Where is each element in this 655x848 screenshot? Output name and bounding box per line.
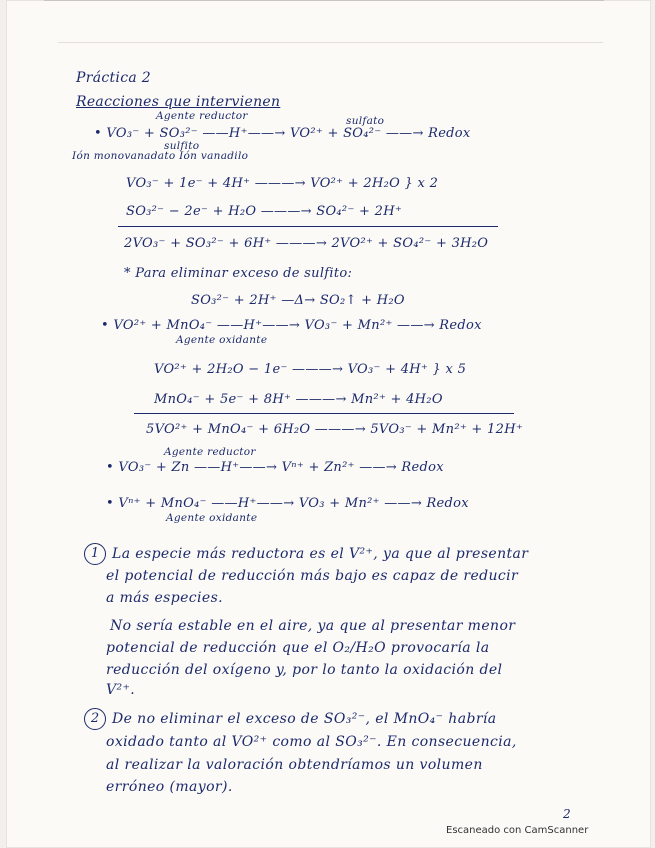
r2-sum-line [134,413,514,414]
r2-half-reaction-oxidation: VO²⁺ + 2H₂O − 1e⁻ ———→ VO₃⁻ + 4H⁺ } x 5 [154,362,467,377]
answer-1-line-6: reducción del oxígeno y, por lo tanto la oxidación del [106,662,503,678]
reaction-3-equation: • VO₃⁻ + Zn ——H⁺——→ Vⁿ⁺ + Zn²⁺ ——→ Redox [106,460,444,475]
reaction-4-equation: • Vⁿ⁺ + MnO₄⁻ ——H⁺——→ VO₃ + Mn²⁺ ——→ Redox [106,496,469,511]
r1-half-reaction-oxidation: SO₃²⁻ − 2e⁻ + H₂O ———→ SO₄²⁻ + 2H⁺ [126,204,403,219]
reaction-2-equation: • VO²⁺ + MnO₄⁻ ——H⁺——→ VO₃⁻ + Mn²⁺ ——→ Redox [101,318,482,333]
answer-1-number: 1 [84,543,106,565]
page-title: Práctica 2 [76,70,151,86]
page-edge-line [44,0,604,1]
r3-annotation-reductor: Agente reductor [164,446,256,458]
section-heading: Reacciones que intervienen [76,94,281,110]
r2-annotation-oxidante: Agente oxidante [176,334,268,346]
ruled-margin-line [58,42,603,43]
r1-annotation-reductor: Agente reductor [156,110,248,122]
answer-1-line-2: el potencial de reducción más bajo es capaz de reducir [106,568,519,584]
excess-sulfite-equation: SO₃²⁻ + 2H⁺ —Δ→ SO₂↑ + H₂O [191,293,405,308]
r1-sum-line [118,226,498,227]
answer-2-line-2: oxidado tanto al VO²⁺ como al SO₃²⁻. En consecuencia, [106,734,517,750]
answer-1-line-5: potencial de reducción que el O₂/H₂O provocaría la [106,640,490,656]
r2-half-reaction-reduction: MnO₄⁻ + 5e⁻ + 8H⁺ ———→ Mn²⁺ + 4H₂O [154,392,443,407]
r1-global-reaction: 2VO₃⁻ + SO₃²⁻ + 6H⁺ ———→ 2VO²⁺ + SO₄²⁻ + 3H₂O [124,236,489,251]
answer-2-line-4: erróneo (mayor). [106,779,233,795]
r1-half-reaction-reduction: VO₃⁻ + 1e⁻ + 4H⁺ ———→ VO²⁺ + 2H₂O } x 2 [126,176,439,191]
answer-2-line-3: al realizar la valoración obtendríamos un volumen [106,757,483,773]
answer-2-number: 2 [84,708,106,730]
scanner-watermark: Escaneado con CamScanner [446,825,589,836]
r2-global-reaction: 5VO²⁺ + MnO₄⁻ + 6H₂O ———→ 5VO₃⁻ + Mn²⁺ + 12H⁺ [146,422,523,437]
page-number: 2 [563,807,571,821]
scanned-page [6,0,651,848]
r4-annotation-oxidante: Agente oxidante [166,512,258,524]
answer-1-line-1: La especie más reductora es el V²⁺, ya que al presentar [112,546,529,562]
answer-1-line-4: No sería estable en el aire, ya que al presentar menor [110,618,516,634]
r1-species-names: Ión monovanadato Ión vanadilo [72,150,249,162]
reaction-1-equation: • VO₃⁻ + SO₃²⁻ ——H⁺——→ VO²⁺ + SO₄²⁻ ——→ Redox [94,126,471,141]
r1-annotation-sulfito: sulfito [164,140,200,152]
answer-1-line-7: V²⁺. [106,682,136,698]
answer-2-line-1: De no eliminar el exceso de SO₃²⁻, el MnO₄⁻ habría [112,711,497,727]
r1-annotation-sulfato: sulfato [346,115,385,127]
answer-1-line-3: a más especies. [106,590,224,606]
excess-sulfite-note: * Para eliminar exceso de sulfito: [124,266,353,281]
